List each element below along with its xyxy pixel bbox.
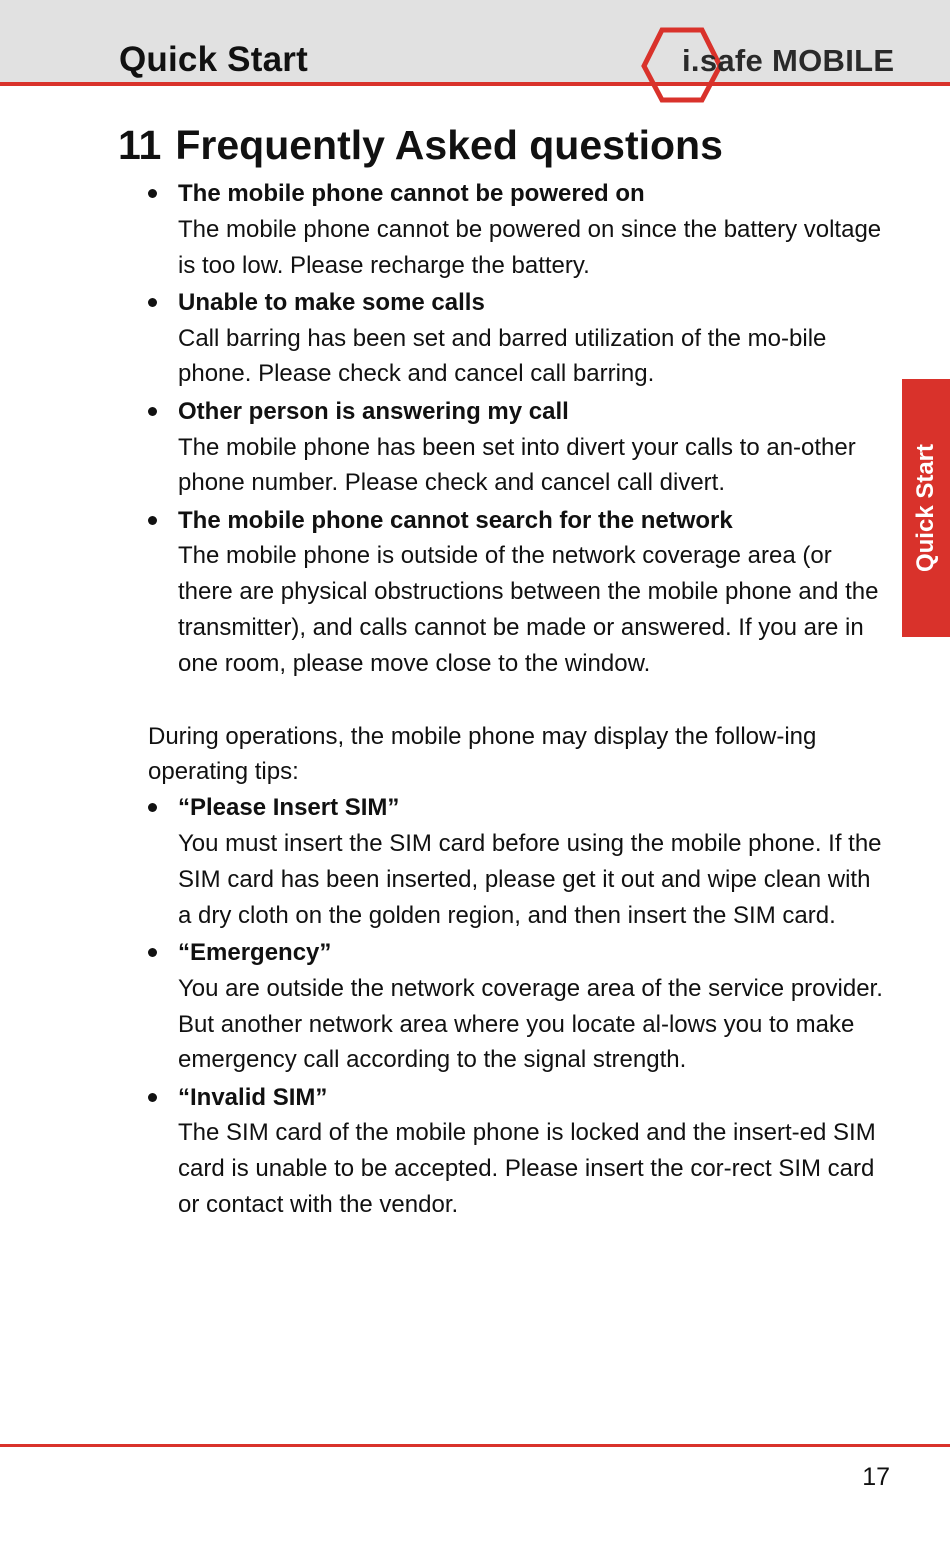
tip-description: You are outside the network coverage area of the service provider. But another network area where you locate al-lows you to make emergency call according to the signal strength. [178,974,883,1074]
faq-question: Other person is answering my call [178,397,569,425]
content-body [148,176,888,1224]
bullet-icon [148,189,157,198]
faq-item [148,176,888,283]
faq-item [148,285,888,392]
faq-list [148,176,888,682]
faq-answer: The mobile phone is outside of the network coverage area (or there are physical obstructions between the mobile phone and the transmitter), and calls cannot be made or answered. If you are in one room, please move close to the window. [178,542,879,677]
page-title [118,122,723,169]
tips-list [148,790,888,1223]
brand-logo [640,26,930,106]
logo-text: i.safe MOBILE [682,43,895,78]
faq-question: Unable to make some calls [178,288,485,316]
tip-title: “Please Insert SIM” [178,794,400,822]
faq-answer: Call barring has been set and barred utilization of the mo-bile phone. Please check and cancel call barring. [178,324,827,388]
tip-item [148,790,888,933]
bullet-icon [148,1093,157,1102]
bullet-icon [148,948,157,957]
tip-description: You must insert the SIM card before using the mobile phone. If the SIM card has been inserted, please get it out and wipe clean with a dry cloth on the golden region, and then insert the SIM card. [178,830,882,929]
faq-question: The mobile phone cannot search for the network [178,506,733,534]
tips-intro: During operations, the mobile phone may display the follow-ing operating tips: [148,722,817,786]
bullet-icon [148,298,157,307]
footer-divider [0,1444,950,1447]
bullet-icon [148,516,157,525]
faq-item [148,394,888,501]
side-tab [902,379,950,637]
faq-answer: The mobile phone has been set into divert your calls to an-other phone number. Please check and cancel call divert. [178,433,856,497]
faq-item [148,503,888,682]
side-tab-label: Quick Start [912,443,939,573]
tip-item [148,1080,888,1223]
tip-description: The SIM card of the mobile phone is locked and the insert-ed SIM card is unable to be accepted. Please insert the cor-rect SIM card or contact with the vendor. [178,1119,876,1219]
faq-question: The mobile phone cannot be powered on [178,180,645,207]
faq-answer: The mobile phone cannot be powered on since the battery voltage is too low. Please recharge the battery. [178,215,882,279]
section-title: Frequently Asked questions [175,122,723,168]
bullet-icon [148,803,157,812]
tip-title: “Invalid SIM” [178,1083,328,1111]
header-title: Quick Start [119,40,308,79]
bullet-icon [148,407,157,416]
tip-item [148,935,888,1078]
tip-title: “Emergency” [178,938,332,966]
section-number: 11 [118,122,162,168]
page-number: 17 [862,1463,890,1491]
